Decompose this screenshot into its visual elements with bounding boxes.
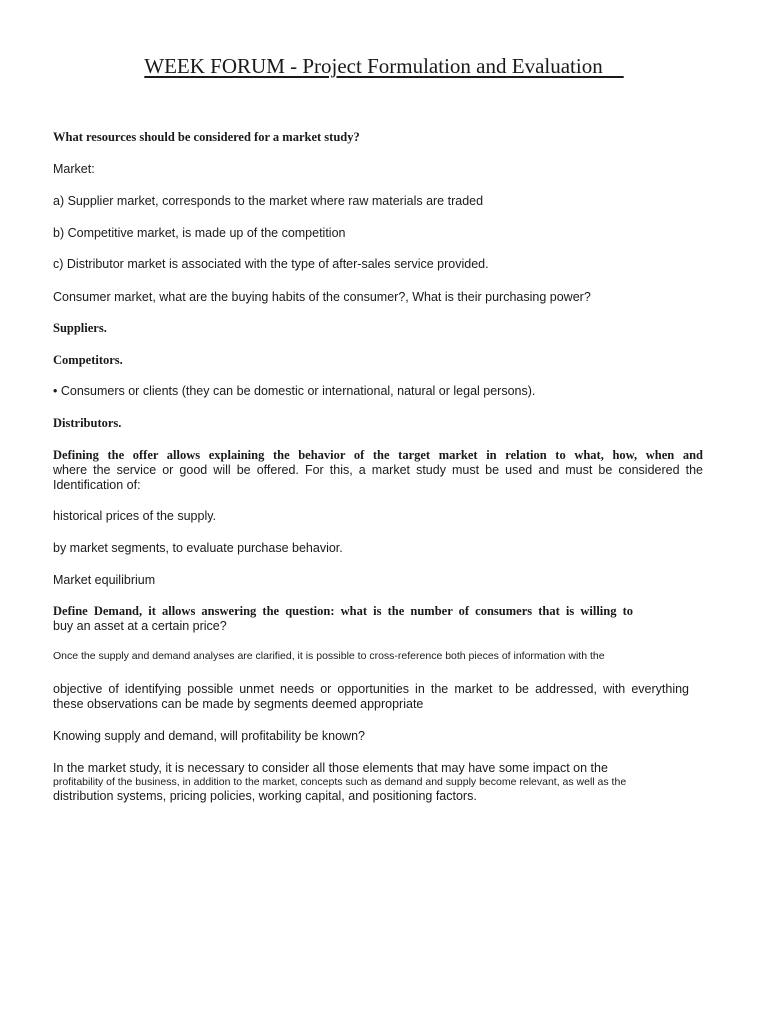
study-line-2: profitability of the business, in addition to the market, concepts such as demand and supply become relevant, as well as the — [53, 776, 627, 788]
offer-paragraph — [53, 448, 703, 493]
market-item-b: b) Competitive market, is made up of the competition — [53, 226, 346, 240]
objective-paragraph — [53, 682, 689, 712]
suppliers-heading: Suppliers. — [53, 321, 107, 335]
market-label: Market: — [53, 162, 95, 176]
offer-line-1: Defining the offer allows explaining the behavior of the target market in relation to what, how, when and — [53, 448, 703, 462]
market-item-c: c) Distributor market is associated with the type of after-sales service provided. — [53, 257, 489, 271]
demand-line-1: Define Demand, it allows answering the question: what is the number of consumers that is willing to — [53, 604, 633, 618]
historical-prices: historical prices of the supply. — [53, 509, 217, 523]
profitability-question: Knowing supply and demand, will profitability be known? — [53, 729, 365, 743]
consumer-market: Consumer market, what are the buying habits of the consumer?, What is their purchasing power? — [53, 290, 591, 304]
distributors-heading: Distributors. — [53, 416, 122, 430]
market-segments: by market segments, to evaluate purchase behavior. — [53, 541, 343, 555]
study-line-1: In the market study, it is necessary to consider all those elements that may have some impact on the — [53, 761, 608, 775]
demand-paragraph — [53, 604, 633, 634]
page-title — [0, 54, 768, 79]
objective-line-2: these observations can be made by segments deemed appropriate — [53, 697, 424, 711]
offer-line-2: where the service or good will be offered. For this, a market study must be used and must be considered the — [53, 463, 703, 477]
cross-reference-text: Once the supply and demand analyses are clarified, it is possible to cross-reference both pieces of information with the — [53, 650, 605, 662]
market-equilibrium: Market equilibrium — [53, 573, 156, 587]
consumers-bullet: • Consumers or clients (they can be domestic or international, natural or legal persons). — [53, 384, 536, 398]
market-study-paragraph — [53, 761, 703, 804]
page-title-text: WEEK FORUM - Project Formulation and Evaluation — [144, 54, 624, 78]
demand-line-2: buy an asset at a certain price? — [53, 619, 227, 633]
objective-line-1: objective of identifying possible unmet needs or opportunities in the market to be addressed, with everything — [53, 682, 689, 696]
offer-line-3: Identification of: — [53, 478, 141, 492]
competitors-heading: Competitors. — [53, 353, 123, 367]
study-line-3: distribution systems, pricing policies, working capital, and positioning factors. — [53, 789, 477, 803]
question-heading: What resources should be considered for a market study? — [53, 130, 360, 144]
market-item-a: a) Supplier market, corresponds to the market where raw materials are traded — [53, 194, 484, 208]
